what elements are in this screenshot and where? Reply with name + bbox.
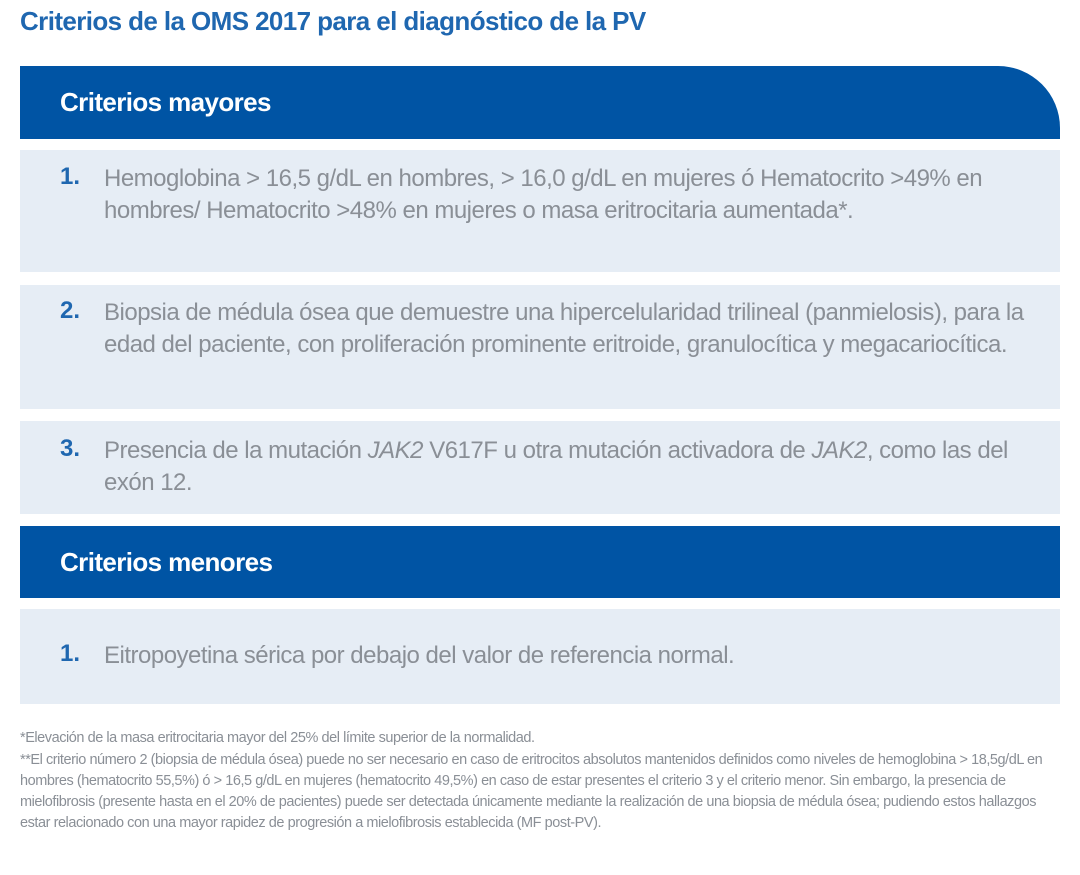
criterion-text-part: V617F u otra mutación activadora de [423,437,812,464]
footnotes [20,728,1065,834]
minor-criterion-row [20,609,1060,704]
criterion-number: 1. [60,640,81,667]
major-criterion-row [20,150,1060,272]
minor-criteria-header [20,526,1060,598]
criterion-text-part: Presencia de la mutación [104,437,368,464]
criterion-text: Hemoglobina > 16,5 g/dL en hombres, > 16,0 g/dL en mujeres ó Hematocrito >49% en hombres/ Hematocrito >48% en mujeres o masa eritrocitaria aumentada*. [104,165,983,224]
criterion-text [104,435,1039,499]
page-title: Criterios de la OMS 2017 para el diagnóstico de la PV [20,6,646,36]
footnote-2: **El criterio número 2 (biopsia de médula ósea) puede no ser necesario en caso de eritrocitos absolutos mantenidos definidos como niveles de hemoglobina > 18,5g/dL en hombres (hematocrito 55,5%) ó > 16,5 g/dL en mujeres (hematocrito 49,5%) en caso de estar presentes el criterio 3 y el criterio menor. Sin embargo, la presencia de mielofibrosis (presente hasta en el 20% de pacientes) puede ser detectada únicamente mediante la realización de una biopsia de médula ósea; pudiendo estos hallazgos estar relacionado con una mayor rapidez de progresión a mielofibrosis establecida (MF post-PV). [20,752,1043,831]
criterion-number: 3. [60,435,81,462]
major-criteria-header [20,66,1060,139]
footnote-1: *Elevación de la masa eritrocitaria mayor del 25% del límite superior de la normalidad. [20,730,535,746]
major-criterion-row [20,421,1060,514]
minor-criteria-header-label: Criterios menores [60,546,273,577]
major-criteria-header-label: Criterios mayores [60,87,271,117]
criterion-number: 2. [60,297,81,324]
gene-name-italic: JAK2 [367,437,424,464]
gene-name-italic: JAK2 [811,437,867,464]
major-criterion-row [20,285,1060,409]
criterion-number: 1. [60,163,81,190]
criterion-text: Eitropoyetina sérica por debajo del valor de referencia normal. [104,642,735,669]
criterion-text: Biopsia de médula ósea que demuestre una hipercelularidad trilineal (panmielosis), para la edad del paciente, con proliferación prominente eritroide, granulocítica y megacariocítica. [104,299,1024,358]
criterion-text-part: , como las del exón 12. [104,437,1008,496]
